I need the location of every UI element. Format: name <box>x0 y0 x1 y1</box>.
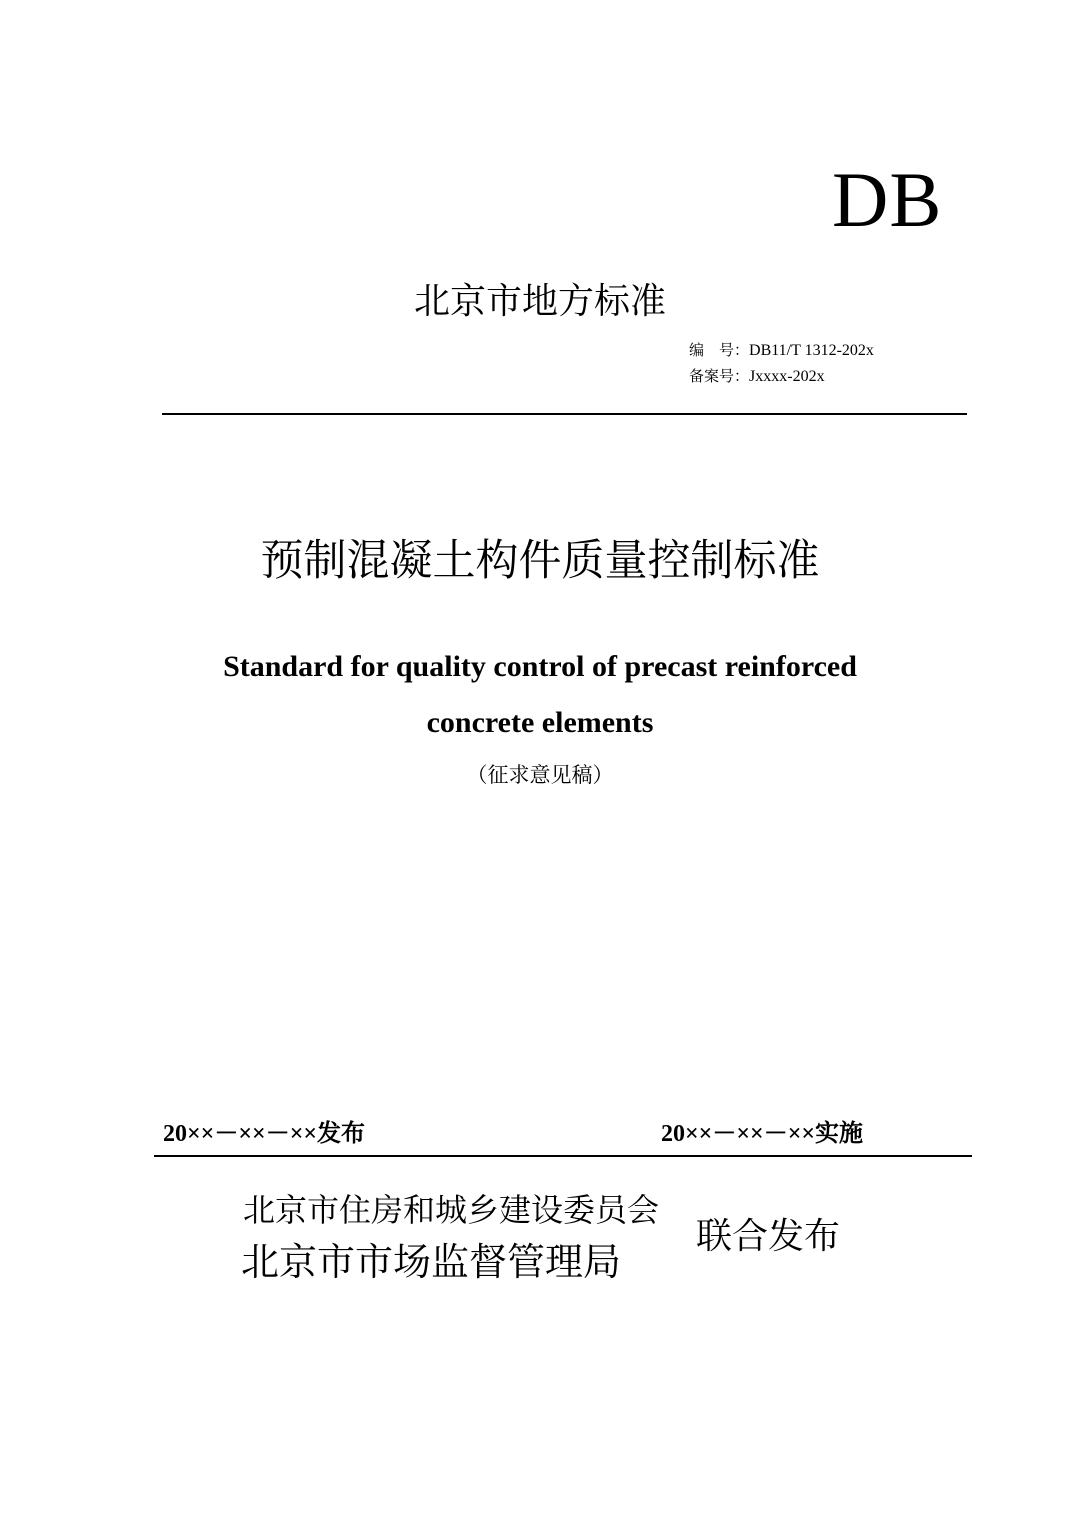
db-mark: DB <box>832 156 943 243</box>
record-label: 备案号： <box>689 367 750 385</box>
standard-code-line <box>689 340 874 361</box>
title-chinese: 预制混凝土构件质量控制标准 <box>260 536 820 586</box>
title-english-line-1: Standard for quality control of precast reinforced <box>223 650 857 683</box>
standard-type: 北京市地方标准 <box>413 281 666 322</box>
code-label: 编 号： <box>689 341 750 359</box>
joint-release: 联合发布 <box>696 1216 841 1257</box>
issuer-housing-commission: 北京市住房和城乡建设委员会 <box>243 1191 660 1229</box>
bottom-divider <box>154 1155 972 1157</box>
code-value: DB11/T 1312-202x <box>749 342 874 359</box>
title-english-line-2: concrete elements <box>426 706 654 739</box>
issue-date: 20××－××－××发布 <box>163 1121 366 1147</box>
record-number-line <box>689 366 825 387</box>
draft-note: （征求意见稿） <box>466 763 614 787</box>
implement-date: 20××－××－××实施 <box>661 1121 864 1147</box>
record-value: Jxxxx-202x <box>749 368 825 385</box>
issuer-market-regulation: 北京市市场监督管理局 <box>241 1240 622 1284</box>
top-divider <box>162 413 967 415</box>
